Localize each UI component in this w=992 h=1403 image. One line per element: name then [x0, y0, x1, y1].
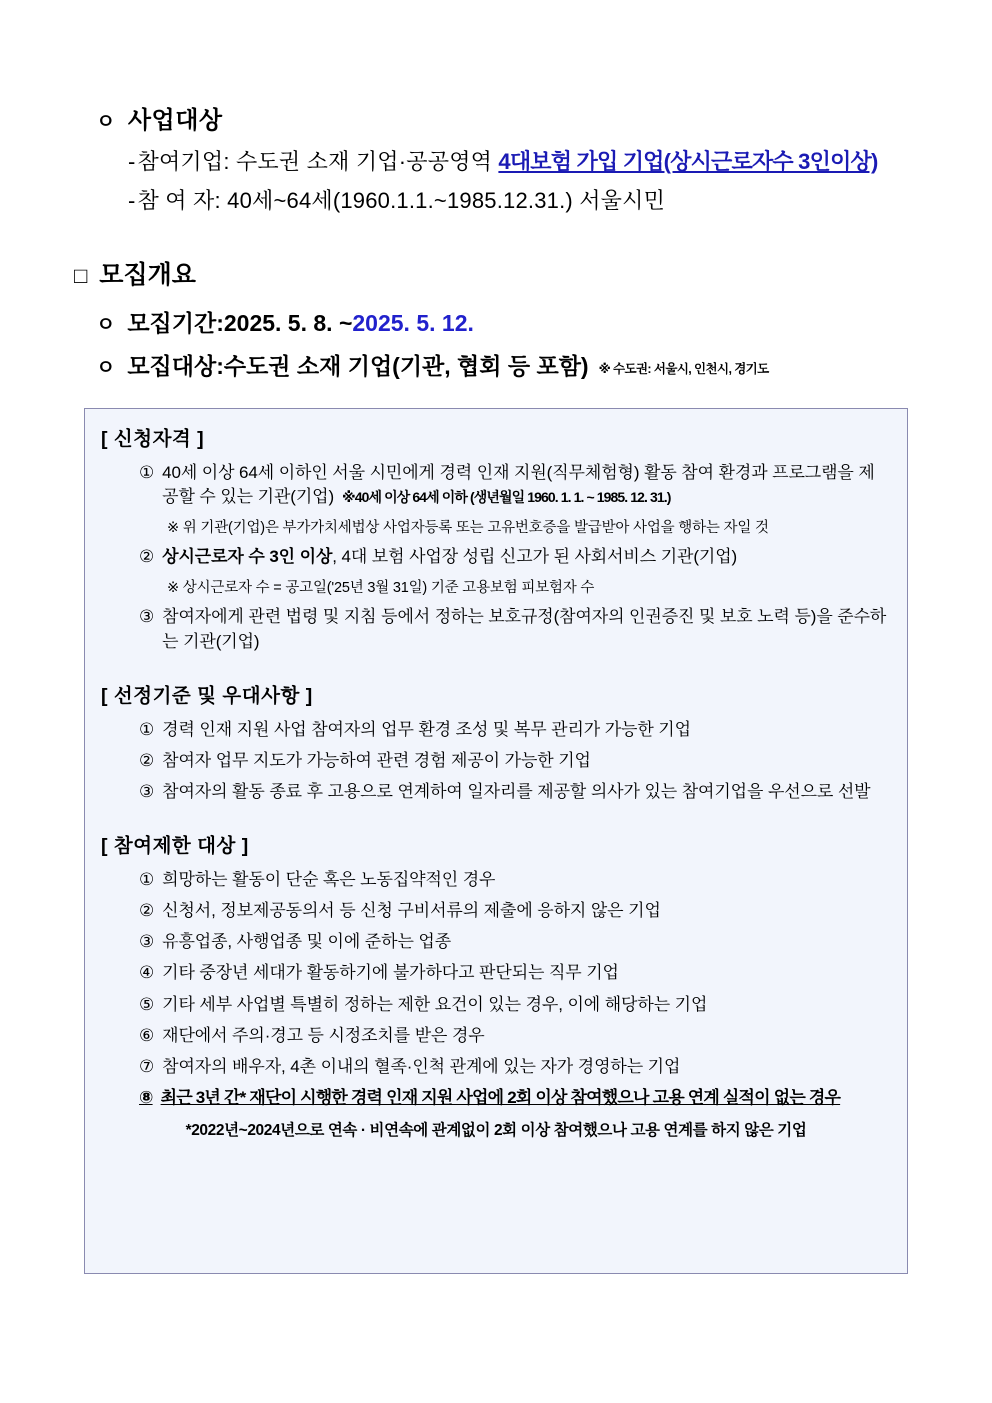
dash-icon: -	[128, 149, 136, 174]
list-item	[139, 1086, 891, 1110]
restriction-item-6-text: 재단에서 주의·경고 등 시정조치를 받은 경우	[162, 1025, 485, 1045]
qualification-item-1-text: 40세 이상 64세 이하인 서울 시민에게 경력 인재 지원(직무체험형) 활동 참여 환경과 프로그램을 제공할 수 있는 기관(기업) ※40세 이상 64세 이하 (생년월일 1960. 1. 1. ~ 1985. 12. 31.)	[162, 463, 875, 507]
restriction-item-5-number: ⑤	[139, 994, 155, 1014]
recruit-target-row	[96, 348, 992, 381]
qualification-item-1-tiny: ※40세 이상 64세 이하 (생년월일 1960. 1. 1. ~ 1985. 12. 31.)	[342, 489, 671, 506]
recruit-period-end-date: 2025. 5. 12.	[352, 310, 474, 336]
recruit-period-value: 2025. 5. 8. ~	[223, 310, 353, 336]
restriction-item-8-text: 최근 3년 간* 재단이 시행한 경력 인재 지원 사업에 2회 이상 참여했으나 고용 연계 실적이 없는 경우	[160, 1087, 841, 1107]
list-item	[139, 1055, 891, 1079]
list-item	[139, 961, 891, 985]
recruit-period-label: 모집기간:	[127, 310, 224, 336]
criteria-item-3-text: 참여자의 활동 종료 후 고용으로 연계하여 일자리를 제공할 의사가 있는 참여기업을 우선으로 선발	[162, 781, 871, 801]
list-item	[139, 605, 891, 653]
recruit-target-label: 모집대상:	[127, 353, 224, 379]
list-item	[139, 718, 891, 742]
restriction-item-3-text: 유흥업종, 사행업종 및 이에 준하는 업종	[162, 932, 452, 952]
criteria-item-1-number: ①	[139, 719, 155, 739]
qualification-title: [ 신청자격 ]	[101, 428, 205, 450]
recruit-target-value: 수도권 소재 기업(기관, 협회 등 포함)	[223, 353, 589, 379]
target-section	[0, 0, 992, 215]
criteria-title: [ 선정기준 및 우대사항 ]	[101, 684, 313, 707]
bullet-circle-icon: ㅇ	[96, 111, 116, 133]
recruit-target-note: ※ 수도권: 서울시, 인천시, 경기도	[598, 362, 769, 376]
restriction-item-1-text: 희망하는 활동이 단순 혹은 노동집약적인 경우	[162, 870, 496, 889]
square-bullet-icon: □	[74, 263, 88, 288]
restriction-item-3-number: ③	[139, 932, 155, 952]
target-line-participant	[128, 184, 932, 215]
qualification-item-2-bold: 상시근로자 수 3인 이상	[162, 547, 333, 567]
qualification-item-2-note: ※ 상시근로자 수 = 공고일('25년 3월 31일) 기준 고용보험 피보험자 수	[167, 580, 595, 597]
target-line-participant-label: 참 여 자:	[137, 188, 221, 213]
criteria-item-2-number: ②	[139, 750, 155, 770]
target-heading: 사업대상	[127, 107, 223, 134]
target-line-company-emphasis: 4대보험 가입 기업(상시근로자수 3인이상)	[498, 149, 878, 174]
restriction-item-1-number: ①	[139, 870, 155, 889]
qualification-item-2-text: 상시근로자 수 3인 이상, 4대 보험 사업장 성립 신고가 된 사회서비스 기관(기업)	[162, 547, 738, 567]
criteria-item-3-number: ③	[139, 781, 155, 801]
target-heading-row	[96, 100, 932, 135]
target-line-company-text: 수도권 소재 기업·공공영역	[229, 149, 499, 174]
restriction-item-5-text: 기타 세부 사업별 특별히 정하는 제한 요건이 있는 경우, 이에 해당하는 기업	[162, 994, 708, 1014]
list-item	[139, 545, 891, 569]
qualification-item-2-number: ②	[139, 547, 155, 567]
list-item	[139, 1024, 891, 1048]
restriction-item-7-number: ⑦	[139, 1056, 155, 1076]
list-item	[139, 993, 891, 1017]
restriction-item-6-number: ⑥	[139, 1025, 155, 1045]
restriction-item-4-number: ④	[139, 963, 155, 983]
target-line-company-label: 참여기업:	[137, 149, 230, 174]
list-item	[139, 780, 891, 804]
restriction-item-2-text: 신청서, 정보제공동의서 등 신청 구비서류의 제출에 응하지 않은 기업	[162, 901, 661, 921]
target-line-company	[128, 145, 932, 176]
qualification-item-3-number: ③	[139, 607, 155, 627]
list-item	[139, 868, 891, 892]
qualification-item-3-text: 참여자에게 관련 법령 및 지침 등에서 정하는 보호규정(참여자의 인권증진 및 보호 노력 등)을 준수하는 기관(기업)	[162, 607, 887, 651]
restriction-item-8-number: ⑧	[139, 1087, 153, 1107]
list-item	[139, 899, 891, 923]
bullet-circle-icon: ㅇ	[96, 314, 116, 336]
qualification-item-1-note: ※ 위 기관(기업)은 부가가치세법상 사업자등록 또는 고유번호증을 발급받아 사업을 행하는 자일 것	[167, 520, 769, 537]
recruit-period-row	[96, 305, 992, 338]
target-line-participant-text: 40세~64세(1960.1.1.~1985.12.31.) 서울시민	[220, 188, 666, 213]
criteria-item-2-text: 참여자 업무 지도가 가능하여 관련 경험 제공이 가능한 기업	[162, 750, 591, 770]
list-item	[139, 930, 891, 954]
criteria-item-1-text: 경력 인재 지원 사업 참여자의 업무 환경 조성 및 복무 관리가 가능한 기업	[162, 719, 691, 739]
list-item	[139, 749, 891, 773]
qualification-item-1-number: ①	[139, 463, 155, 482]
restriction-item-7-text: 참여자의 배우자, 4촌 이내의 혈족·인척 관계에 있는 자가 경영하는 기업	[162, 1056, 681, 1076]
restriction-item-2-number: ②	[139, 901, 155, 921]
details-box	[84, 408, 908, 1274]
bullet-circle-icon: ㅇ	[96, 357, 116, 379]
dash-icon: -	[128, 188, 136, 213]
recruit-section-heading: 모집개요	[99, 261, 196, 289]
recruit-section-heading-row	[74, 255, 992, 291]
list-item	[139, 461, 891, 509]
restriction-footnote: *2022년~2024년으로 연속 · 비연속에 관계없이 2회 이상 참여했으나 고용 연계를 하지 않은 기업	[185, 1122, 807, 1139]
restriction-title: [ 참여제한 대상 ]	[101, 835, 249, 857]
restriction-item-4-text: 기타 중장년 세대가 활동하기에 불가하다고 판단되는 직무 기업	[162, 963, 619, 983]
